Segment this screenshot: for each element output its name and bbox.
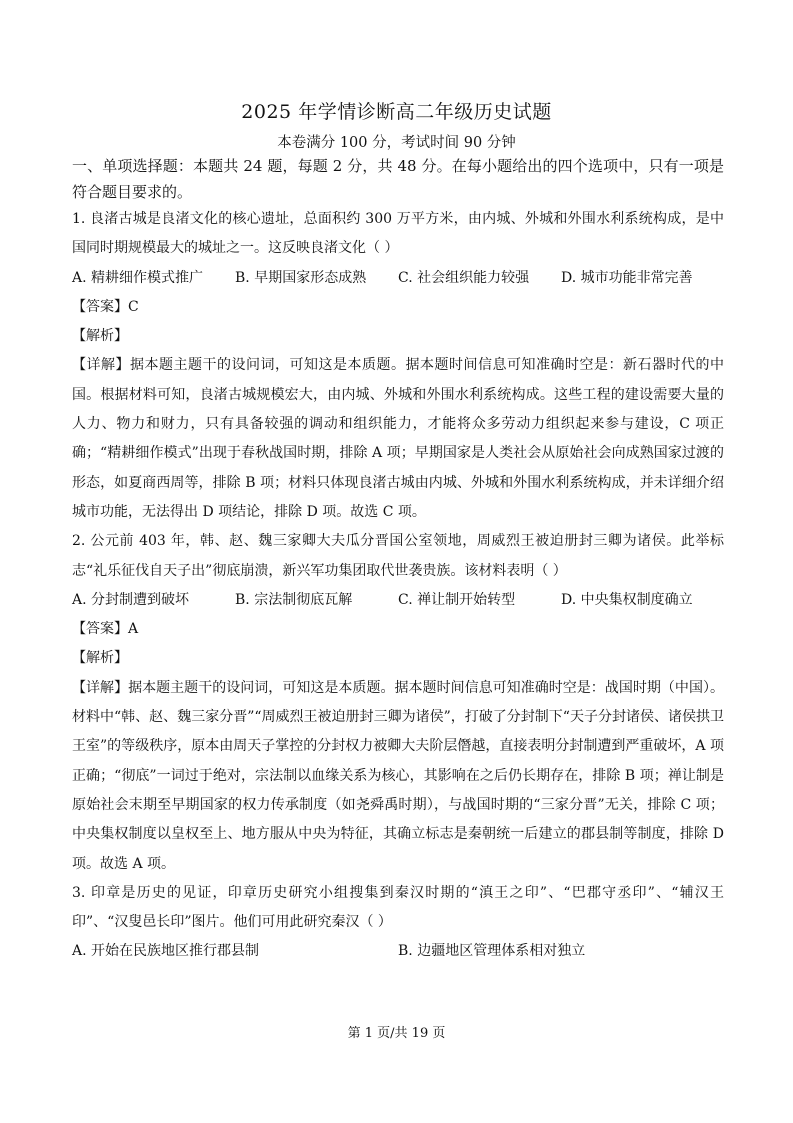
answer-label: 【答案】C xyxy=(72,298,139,315)
document-body xyxy=(72,153,724,967)
exam-info: 本卷满分 100 分，考试时间 90 分钟 xyxy=(277,135,516,151)
answer-label: 【答案】A xyxy=(72,621,139,638)
section-heading: 一、单项选择题：本题共 24 题，每题 2 分，共 48 分。在每小题给出的四个选项中，只有一项是符合题目要求的。 xyxy=(72,157,724,201)
option-c: C. 社会组织能力较强 xyxy=(398,269,530,286)
analysis-label: 【解析】 xyxy=(72,328,128,345)
option-b: B. 宗法制彻底瓦解 xyxy=(235,591,353,608)
detailed-explanation: 【详解】据本题主题干的设问词，可知这是本质题。据本题时间信息可知准确时空是：新石器时代的中国。根据材料可知，良渚古城规模宏大，由内城、外城和外围水利系统构成。这些工程的建设需要大量的人力、物力和财力，只有具备较强的调动和组织能力，才能将众多劳动力组织起来参与建设，C 项正确；“精耕细作模式”出现于春秋战国时期，排除 A 项；早期国家是人类社会从原始社会向成熟国家过渡的形态，如夏商西周等，排除 B 项；材料只体现良渚古城由内城、外城和外围水利系统构成，并未详细介绍城市功能，无法得出 D 项结论，排除 D 项。故选 C 项。 xyxy=(72,357,724,520)
option-list xyxy=(72,937,724,966)
question-stem: 3. 印章是历史的见证，印章历史研究小组搜集到秦汉时期的“滇王之印”、“巴郡守丞印”、“辅汉王印”、“汉叟邑长印”图片。他们可用此研究秦汉（ ） xyxy=(72,884,724,931)
detailed-explanation: 【详解】据本题主题干的设问词，可知这是本质题。据本题时间信息可知准确时空是：战国时期（中国）。材料中“韩、赵、魏三家分晋”“周威烈王被迫册封三卿为诸侯”，打破了分封制下“天子分封诸侯、诸侯拱卫王室”的等级秩序，原本由周天子掌控的分封权力被卿大夫阶层僭越，直接表明分封制遭到严重破坏，A 项正确；“彻底”一词过于绝对，宗法制以血缘关系为核心，其影响在之后仍长期存在，排除 B 项；禅让制是原始社会末期至早期国家的权力传承制度（如尧舜禹时期），与战国时期的“三家分晋”无关，排除 C 项；中央集权制度以皇权至上、地方服从中央为特征，其确立标志是秦朝统一后建立的郡县制等制度，排除 D 项。故选 A 项。 xyxy=(72,679,724,872)
option-a: A. 分封制遭到破坏 xyxy=(72,591,190,608)
option-d: D. 城市功能非常完善 xyxy=(561,269,693,286)
option-list xyxy=(72,586,724,615)
question-stem: 1. 良渚古城是良渚文化的核心遗址，总面积约 300 万平方米，由内城、外城和外围水利系统构成，是中国同时期规模最大的城址之一。这反映良渚文化（ ） xyxy=(72,211,724,257)
question-stem: 2. 公元前 403 年，韩、赵、魏三家卿大夫瓜分晋国公室领地，周威烈王被迫册封三卿为诸侯。此举标志“礼乐征伐自天子出”彻底崩溃，新兴军功集团取代世袭贵族。该材料表明（ ） xyxy=(72,533,724,579)
option-b: B. 边疆地区管理体系相对独立 xyxy=(398,943,586,960)
option-a: A. 精耕细作模式推广 xyxy=(72,269,204,286)
analysis-label: 【解析】 xyxy=(72,650,128,667)
page-number: 第 1 页/共 19 页 xyxy=(347,1026,446,1041)
option-c: C. 禅让制开始转型 xyxy=(398,591,516,608)
option-d: D. 中央集权制度确立 xyxy=(561,591,693,608)
option-list xyxy=(72,264,724,293)
document-title: 2025 年学情诊断高二年级历史试题 xyxy=(241,101,552,123)
option-a: A. 开始在民族地区推行郡县制 xyxy=(72,943,260,960)
option-b: B. 早期国家形态成熟 xyxy=(235,269,367,286)
